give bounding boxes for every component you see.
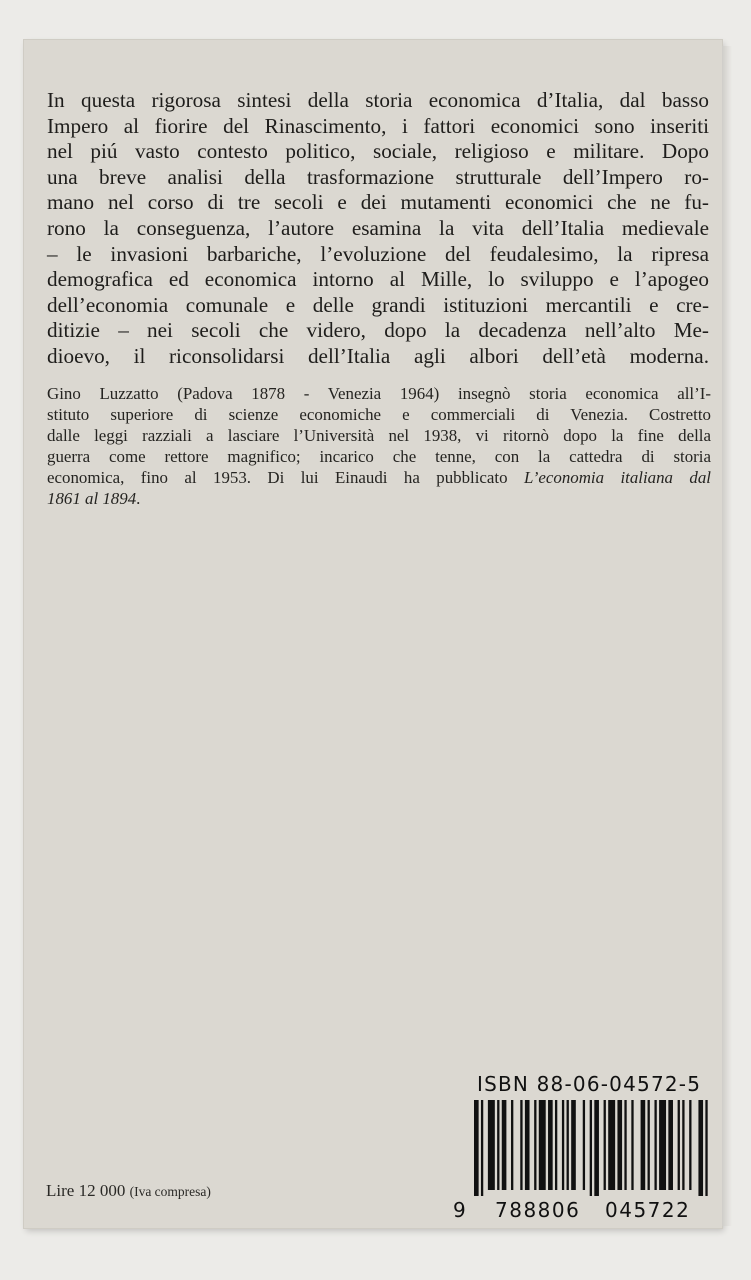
cover-edge-shadow [722, 46, 732, 1226]
bio-line [47, 488, 711, 509]
barcode-bar [617, 1100, 622, 1190]
barcode-bar [668, 1100, 673, 1190]
book-title: L’economia italiana dal [523, 468, 711, 487]
barcode [474, 1100, 710, 1196]
barcode-bar [520, 1100, 522, 1190]
barcode-bar [608, 1100, 615, 1190]
barcode-bar [594, 1100, 599, 1196]
blurb-line: mano nel corso di tre secoli e dei mutamenti economici che ne fu- [47, 190, 709, 215]
barcode-digits-left: 788806 [495, 1198, 581, 1222]
barcode-bar [502, 1100, 507, 1190]
barcode-digit-first: 9 [453, 1198, 466, 1222]
barcode-bar [562, 1100, 564, 1190]
barcode-bar [604, 1100, 606, 1190]
barcode-digits-right: 045722 [605, 1198, 691, 1222]
barcode-bar [648, 1100, 650, 1190]
bio-line: stituto superiore di scienze economiche e commerciali di Venezia. Costretto [47, 405, 711, 424]
blurb-line: Impero al fiorire del Rinascimento, i fattori economici sono inseriti [47, 113, 709, 138]
barcode-bar [583, 1100, 585, 1190]
blurb-line: In questa rigorosa sintesi della storia economica d’Italia, dal basso [47, 88, 709, 112]
barcode-bar [659, 1100, 666, 1190]
barcode-bar [641, 1100, 646, 1190]
bio-line: guerra come rettore magnifico; incarico che tenne, con la cattedra di storia [47, 447, 711, 466]
barcode-bar [698, 1100, 703, 1196]
barcode-bar [689, 1100, 691, 1190]
barcode-digits [449, 1198, 713, 1224]
barcode-bar [631, 1100, 633, 1190]
price-tax-note: (Iva compresa) [129, 1184, 211, 1199]
price-label [46, 1181, 211, 1201]
barcode-bar [682, 1100, 684, 1190]
barcode-bar [590, 1100, 592, 1196]
barcode-bar [548, 1100, 553, 1190]
barcode-bar [474, 1100, 479, 1196]
bio-end-punct: . [136, 489, 141, 508]
isbn-barcode-block [449, 1070, 713, 1226]
barcode-bar [705, 1100, 707, 1196]
blurb-line: – le invasioni barbariche, l’evoluzione del feudalesimo, la ripresa [47, 241, 709, 266]
barcode-bar [488, 1100, 495, 1190]
barcode-bar [511, 1100, 513, 1190]
blurb-line: nel piú vasto contesto politico, sociale, religioso e militare. Dopo [47, 139, 709, 164]
blurb-line: demografica ed economica intorno al Mille, lo sviluppo e l’apogeo [47, 267, 709, 292]
blurb-line: rono la conseguenza, l’autore esamina la vita dell’Italia medievale [47, 215, 709, 240]
blurb-line: una breve analisi della trasformazione strutturale dell’Impero ro- [47, 164, 709, 189]
bio-line: dalle leggi razziali a lasciare l’Università nel 1938, vi ritornò dopo la fine della [47, 426, 711, 445]
bio-line [47, 467, 711, 488]
barcode-bar [534, 1100, 536, 1190]
barcode-bar [678, 1100, 680, 1190]
book-blurb [47, 88, 709, 370]
blurb-line: ditizie – nei secoli che videro, dopo la decadenza nell’alto Me- [47, 318, 709, 343]
barcode-bar [539, 1100, 546, 1190]
barcode-bar [525, 1100, 530, 1190]
book-title-cont: 1861 al 1894 [47, 489, 137, 508]
barcode-bar [624, 1100, 626, 1190]
barcode-bar [497, 1100, 499, 1190]
book-back-cover [24, 40, 722, 1228]
bio-line-text: economica, fino al 1953. Di lui Einaudi ha pubblicato [47, 468, 508, 487]
barcode-bar [555, 1100, 557, 1190]
blurb-line: dioevo, il riconsolidarsi dell’Italia agli albori dell’età moderna. [47, 343, 709, 368]
barcode-bar [571, 1100, 576, 1190]
author-bio [47, 383, 711, 509]
blurb-line: dell’economia comunale e delle grandi istituzioni mercantili e cre- [47, 292, 709, 317]
barcode-bar [654, 1100, 656, 1190]
isbn-number: ISBN 88-06-04572-5 [477, 1072, 702, 1096]
bio-line: Gino Luzzatto (Padova 1878 - Venezia 1964) insegnò storia economica all’I- [47, 384, 711, 403]
barcode-bar [481, 1100, 483, 1196]
barcode-bar [567, 1100, 569, 1190]
price-value: Lire 12 000 [46, 1181, 126, 1200]
